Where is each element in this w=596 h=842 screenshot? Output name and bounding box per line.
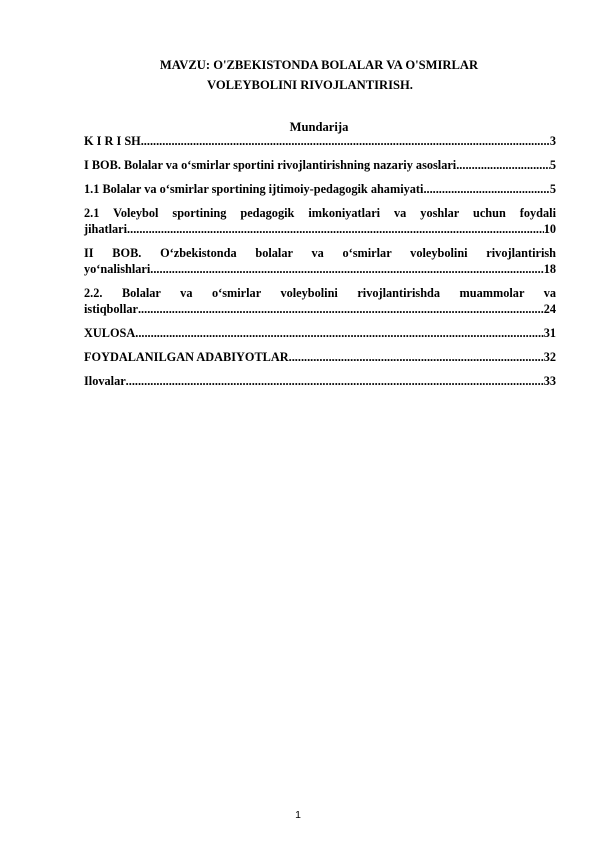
toc-entry-title: 1.1 Bolalar va o‘smirlar sportining ijtimoiy-pedagogik ahamiyati: [84, 182, 424, 196]
toc-leader-dots: [289, 349, 544, 365]
toc-entry-2-1[interactable]: [84, 205, 556, 237]
toc-leader-dots: [126, 373, 544, 389]
toc-entry-title: yo‘nalishlari: [84, 262, 151, 276]
toc-leader-dots: [141, 133, 550, 149]
toc-entry-title: FOYDALANILGAN ADABIYOTLAR: [84, 350, 289, 364]
toc-entry-1-1[interactable]: [84, 181, 556, 197]
toc-heading: Mundarija: [289, 120, 349, 134]
toc-entry-kirish[interactable]: [84, 133, 556, 149]
title-line-1: MAVZU: O'ZBEKISTONDA BOLALAR VA O'SMIRLAR: [159, 58, 479, 72]
title-line-2: VOLEYBOLINI RIVOJLANTIRISH.: [207, 78, 413, 92]
toc-entry-title: jihatlari: [84, 222, 128, 236]
toc-leader-dots: [135, 325, 543, 341]
toc-entry-page: 31: [543, 326, 556, 340]
toc-leader-dots: [150, 261, 543, 277]
toc-entry-ilovalar[interactable]: [84, 373, 556, 389]
toc-entry-page: 18: [543, 262, 556, 276]
toc-entry-2-2[interactable]: [84, 285, 556, 317]
toc-leader-dots: [423, 181, 549, 197]
toc-entry-bob-1[interactable]: [84, 157, 556, 173]
toc-entry-xulosa[interactable]: [84, 325, 556, 341]
toc-entry-title: I BOB. Bolalar va o‘smirlar sportini rivojlantirishning nazariy asoslari: [84, 158, 457, 172]
toc-entry-page: 3: [549, 134, 556, 148]
toc-entry-adabiyotlar[interactable]: [84, 349, 556, 365]
toc-entry-page: 32: [543, 350, 556, 364]
toc-entry-first-line: 2.2. Bolalar va o‘smirlar voleybolini rivojlantirishda muammolar va: [84, 286, 556, 300]
toc-entry-page: 33: [543, 374, 556, 388]
toc-entry-page: 5: [549, 182, 556, 196]
toc-entry-bob-2[interactable]: [84, 245, 556, 277]
page-number: 1: [295, 809, 301, 821]
toc-entry-title: K I R I SH: [84, 134, 141, 148]
toc-entry-title: Ilovalar: [84, 374, 126, 388]
table-of-contents: [84, 133, 556, 397]
toc-leader-dots: [127, 221, 544, 237]
toc-entry-title: XULOSA: [84, 326, 136, 340]
toc-leader-dots: [138, 301, 544, 317]
toc-entry-page: 5: [549, 158, 556, 172]
toc-leader-dots: [456, 157, 550, 173]
toc-entry-title: istiqbollar: [84, 302, 138, 316]
toc-entry-first-line: 2.1 Voleybol sportining pedagogik imkoniyatlari va yoshlar uchun foydali: [84, 206, 556, 220]
toc-entry-first-line: II BOB. O‘zbekistonda bolalar va o‘smirlar voleybolini rivojlantirish: [84, 246, 556, 260]
toc-entry-page: 24: [543, 302, 556, 316]
toc-entry-page: 10: [543, 222, 556, 236]
